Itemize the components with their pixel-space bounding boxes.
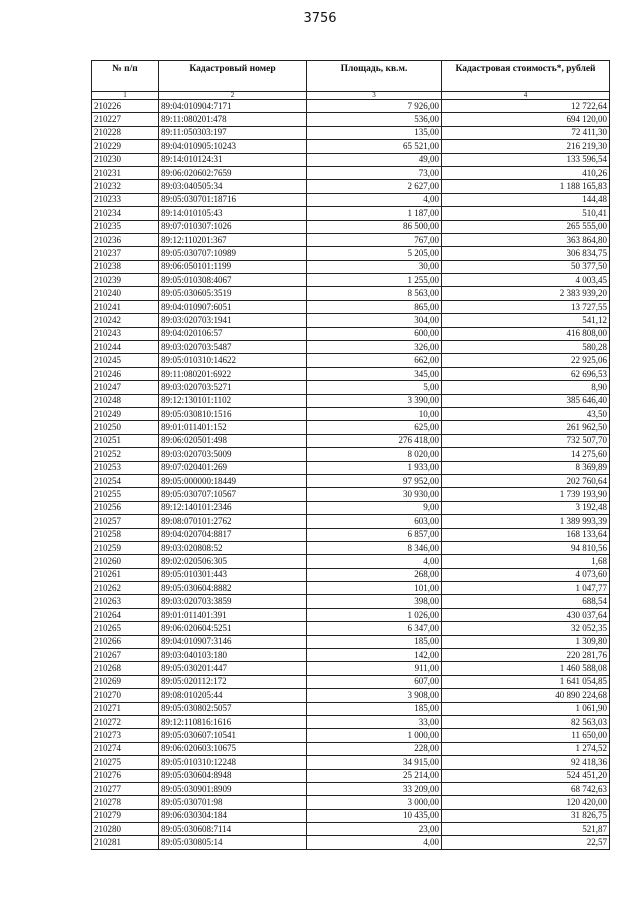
table-row (92, 836, 610, 849)
cadastral-number: 89:05:020112:172 (159, 675, 307, 688)
table-row (92, 689, 610, 702)
table-row (92, 300, 610, 313)
cost-value: 22 925,06 (442, 354, 610, 367)
header-cadastral-number: Кадастровый номер (159, 61, 307, 92)
table-row (92, 622, 610, 635)
row-number: 210254 (92, 474, 159, 487)
table-row (92, 327, 610, 340)
cost-value: 1 389 993,39 (442, 515, 610, 528)
cadastral-number: 89:12:130101:1102 (159, 394, 307, 407)
area-value: 10 435,00 (307, 809, 442, 822)
table-body (92, 100, 610, 850)
table-row (92, 555, 610, 568)
row-number: 210238 (92, 260, 159, 273)
row-number: 210268 (92, 662, 159, 675)
header-area: Площадь, кв.м. (307, 61, 442, 92)
table-row (92, 809, 610, 822)
row-number: 210258 (92, 528, 159, 541)
cadastral-number: 89:05:030604:8948 (159, 769, 307, 782)
area-value: 4,00 (307, 555, 442, 568)
table-row (92, 247, 610, 260)
table-row (92, 635, 610, 648)
cadastral-value-table (91, 60, 610, 850)
cadastral-number: 89:04:010904:7171 (159, 100, 307, 113)
row-number: 210251 (92, 434, 159, 447)
table-row (92, 207, 610, 220)
row-number: 210260 (92, 555, 159, 568)
area-value: 65 521,00 (307, 140, 442, 153)
row-number: 210271 (92, 702, 159, 715)
cost-value: 14 275,60 (442, 448, 610, 461)
cost-value: 1 739 193,90 (442, 488, 610, 501)
cadastral-number: 89:01:011401:391 (159, 608, 307, 621)
area-value: 536,00 (307, 113, 442, 126)
column-number: 1 (92, 92, 159, 100)
table-row (92, 354, 610, 367)
cadastral-number: 89:05:030802:5057 (159, 702, 307, 715)
row-number: 210281 (92, 836, 159, 849)
cadastral-number: 89:04:020704:8817 (159, 528, 307, 541)
table-row (92, 461, 610, 474)
row-number: 210269 (92, 675, 159, 688)
table-row (92, 126, 610, 139)
area-value: 1 255,00 (307, 274, 442, 287)
area-value: 33 209,00 (307, 782, 442, 795)
cadastral-number: 89:05:030604:8882 (159, 582, 307, 595)
row-number: 210249 (92, 407, 159, 420)
cost-value: 1 047,77 (442, 582, 610, 595)
cost-value: 220 281,76 (442, 649, 610, 662)
table-row (92, 796, 610, 809)
table-row (92, 180, 610, 193)
row-number: 210256 (92, 501, 159, 514)
row-number: 210244 (92, 341, 159, 354)
cadastral-number: 89:05:030608:7114 (159, 823, 307, 836)
table-row (92, 501, 610, 514)
area-value: 135,00 (307, 126, 442, 139)
area-value: 304,00 (307, 314, 442, 327)
cost-value: 1,68 (442, 555, 610, 568)
cost-value: 1 274,52 (442, 742, 610, 755)
table-row (92, 528, 610, 541)
cadastral-number: 89:05:010308:4067 (159, 274, 307, 287)
row-number: 210272 (92, 715, 159, 728)
cost-value: 22,57 (442, 836, 610, 849)
cost-value: 363 864,80 (442, 233, 610, 246)
table-row (92, 260, 610, 273)
area-value: 767,00 (307, 233, 442, 246)
cadastral-number: 89:14:010124:31 (159, 153, 307, 166)
cost-value: 524 451,20 (442, 769, 610, 782)
row-number: 210252 (92, 448, 159, 461)
row-number: 210232 (92, 180, 159, 193)
cost-value: 120 420,00 (442, 796, 610, 809)
table-row (92, 341, 610, 354)
area-value: 625,00 (307, 421, 442, 434)
cost-value: 92 418,36 (442, 756, 610, 769)
table-row (92, 541, 610, 554)
table-row (92, 421, 610, 434)
area-value: 5 205,00 (307, 247, 442, 260)
area-value: 607,00 (307, 675, 442, 688)
cost-value: 82 563,03 (442, 715, 610, 728)
area-value: 10,00 (307, 407, 442, 420)
cadastral-number: 89:03:020703:5487 (159, 341, 307, 354)
area-value: 97 952,00 (307, 474, 442, 487)
cadastral-number: 89:05:010310:14622 (159, 354, 307, 367)
area-value: 34 915,00 (307, 756, 442, 769)
area-value: 49,00 (307, 153, 442, 166)
cadastral-number: 89:05:030805:14 (159, 836, 307, 849)
table-row (92, 649, 610, 662)
cost-value: 265 555,00 (442, 220, 610, 233)
row-number: 210274 (92, 742, 159, 755)
cost-value: 694 120,00 (442, 113, 610, 126)
row-number: 210237 (92, 247, 159, 260)
area-value: 3 000,00 (307, 796, 442, 809)
table-row (92, 675, 610, 688)
cadastral-number: 89:06:020603:10675 (159, 742, 307, 755)
row-number: 210236 (92, 233, 159, 246)
cost-value: 43,50 (442, 407, 610, 420)
page-number: 3756 (303, 11, 337, 26)
area-value: 228,00 (307, 742, 442, 755)
row-number: 210242 (92, 314, 159, 327)
cadastral-number: 89:06:030304:184 (159, 809, 307, 822)
cost-value: 410,26 (442, 166, 610, 179)
area-value: 276 418,00 (307, 434, 442, 447)
cost-value: 385 646,40 (442, 394, 610, 407)
table-row (92, 448, 610, 461)
row-number: 210243 (92, 327, 159, 340)
cost-value: 1 061,90 (442, 702, 610, 715)
row-number: 210241 (92, 300, 159, 313)
cadastral-number: 89:05:030607:10541 (159, 729, 307, 742)
cadastral-number: 89:07:010307:1026 (159, 220, 307, 233)
area-value: 1 026,00 (307, 608, 442, 621)
row-number: 210239 (92, 274, 159, 287)
cadastral-number: 89:05:010301:443 (159, 568, 307, 581)
cost-value: 2 383 939,20 (442, 287, 610, 300)
row-number: 210261 (92, 568, 159, 581)
cost-value: 216 219,30 (442, 140, 610, 153)
table-row (92, 140, 610, 153)
cost-value: 32 052,35 (442, 622, 610, 635)
table-row (92, 488, 610, 501)
cost-value: 541,12 (442, 314, 610, 327)
area-value: 5,00 (307, 381, 442, 394)
row-number: 210276 (92, 769, 159, 782)
cost-value: 40 890 224,68 (442, 689, 610, 702)
row-number: 210263 (92, 595, 159, 608)
row-number: 210277 (92, 782, 159, 795)
cadastral-number: 89:05:030201:447 (159, 662, 307, 675)
row-number: 210255 (92, 488, 159, 501)
row-number: 210231 (92, 166, 159, 179)
cost-value: 144,48 (442, 193, 610, 206)
cadastral-number: 89:12:140101:2346 (159, 501, 307, 514)
area-value: 142,00 (307, 649, 442, 662)
area-value: 326,00 (307, 341, 442, 354)
row-number: 210227 (92, 113, 159, 126)
row-number: 210240 (92, 287, 159, 300)
cadastral-number: 89:05:030707:10567 (159, 488, 307, 501)
row-number: 210230 (92, 153, 159, 166)
cadastral-number: 89:12:110816:1616 (159, 715, 307, 728)
row-number: 210264 (92, 608, 159, 621)
cost-value: 8 369,89 (442, 461, 610, 474)
table-row (92, 568, 610, 581)
cadastral-number: 89:14:010105:43 (159, 207, 307, 220)
area-value: 911,00 (307, 662, 442, 675)
cadastral-number: 89:01:011401:152 (159, 421, 307, 434)
cadastral-number: 89:05:030701:18716 (159, 193, 307, 206)
table-row (92, 153, 610, 166)
cadastral-number: 89:08:070101:2762 (159, 515, 307, 528)
cadastral-number: 89:02:020506:305 (159, 555, 307, 568)
table-row (92, 434, 610, 447)
cadastral-number: 89:03:020703:5271 (159, 381, 307, 394)
cadastral-number: 89:04:010907:6051 (159, 300, 307, 313)
row-number: 210226 (92, 100, 159, 113)
table-row (92, 100, 610, 113)
area-value: 8 563,00 (307, 287, 442, 300)
header-row (92, 61, 610, 92)
cost-value: 62 696,53 (442, 367, 610, 380)
row-number: 210228 (92, 126, 159, 139)
cost-value: 1 460 588,08 (442, 662, 610, 675)
row-number: 210247 (92, 381, 159, 394)
cost-value: 94 810,56 (442, 541, 610, 554)
cadastral-number: 89:04:010907:3146 (159, 635, 307, 648)
header-cadastral-cost: Кадастровая стоимость*, рублей (442, 61, 610, 92)
cadastral-number: 89:11:080201:6922 (159, 367, 307, 380)
row-number: 210275 (92, 756, 159, 769)
cost-value: 430 037,64 (442, 608, 610, 621)
cadastral-number: 89:11:050303:197 (159, 126, 307, 139)
table-row (92, 715, 610, 728)
row-number: 210257 (92, 515, 159, 528)
cadastral-number: 89:06:020604:5251 (159, 622, 307, 635)
area-value: 662,00 (307, 354, 442, 367)
table-row (92, 381, 610, 394)
row-number: 210233 (92, 193, 159, 206)
area-value: 73,00 (307, 166, 442, 179)
header-number: № п/п (92, 61, 159, 92)
area-value: 7 926,00 (307, 100, 442, 113)
row-number: 210262 (92, 582, 159, 595)
table-row (92, 113, 610, 126)
cost-value: 68 742,63 (442, 782, 610, 795)
cost-value: 202 760,64 (442, 474, 610, 487)
area-value: 2 627,00 (307, 180, 442, 193)
cadastral-number: 89:03:040103:180 (159, 649, 307, 662)
area-value: 603,00 (307, 515, 442, 528)
row-number: 210273 (92, 729, 159, 742)
table-row (92, 823, 610, 836)
row-number: 210270 (92, 689, 159, 702)
area-value: 600,00 (307, 327, 442, 340)
cadastral-number: 89:05:010310:12248 (159, 756, 307, 769)
cadastral-number: 89:06:020602:7659 (159, 166, 307, 179)
area-value: 1 000,00 (307, 729, 442, 742)
row-number: 210259 (92, 541, 159, 554)
row-number: 210246 (92, 367, 159, 380)
cost-value: 50 377,50 (442, 260, 610, 273)
cost-value: 306 834,75 (442, 247, 610, 260)
cost-value: 416 808,00 (442, 327, 610, 340)
cost-value: 510,41 (442, 207, 610, 220)
cadastral-number: 89:05:030810:1516 (159, 407, 307, 420)
column-number: 2 (159, 92, 307, 100)
table-row (92, 233, 610, 246)
row-number: 210265 (92, 622, 159, 635)
cost-value: 133 596,54 (442, 153, 610, 166)
area-value: 8 020,00 (307, 448, 442, 461)
table-row (92, 769, 610, 782)
cadastral-number: 89:05:000000:18449 (159, 474, 307, 487)
cadastral-number: 89:12:110201:367 (159, 233, 307, 246)
area-value: 23,00 (307, 823, 442, 836)
column-number-row (92, 92, 610, 100)
cost-value: 3 192,48 (442, 501, 610, 514)
table-row (92, 394, 610, 407)
cadastral-number: 89:07:020401:269 (159, 461, 307, 474)
area-value: 25 214,00 (307, 769, 442, 782)
table-row (92, 729, 610, 742)
cost-value: 580,28 (442, 341, 610, 354)
area-value: 4,00 (307, 836, 442, 849)
cost-value: 168 133,64 (442, 528, 610, 541)
cost-value: 8,90 (442, 381, 610, 394)
cost-value: 521,87 (442, 823, 610, 836)
table-row (92, 367, 610, 380)
area-value: 4,00 (307, 193, 442, 206)
cost-value: 261 962,50 (442, 421, 610, 434)
row-number: 210279 (92, 809, 159, 822)
cadastral-number: 89:06:050101:1199 (159, 260, 307, 273)
row-number: 210253 (92, 461, 159, 474)
cadastral-number: 89:08:010205:44 (159, 689, 307, 702)
cost-value: 13 727,55 (442, 300, 610, 313)
table-row (92, 287, 610, 300)
cost-value: 11 650,00 (442, 729, 610, 742)
cost-value: 732 507,70 (442, 434, 610, 447)
table-row (92, 782, 610, 795)
cadastral-number: 89:03:040505:34 (159, 180, 307, 193)
table-row (92, 742, 610, 755)
cost-value: 4 003,45 (442, 274, 610, 287)
cadastral-number: 89:05:030901:8909 (159, 782, 307, 795)
table-row (92, 702, 610, 715)
cost-value: 72 411,30 (442, 126, 610, 139)
area-value: 1 187,00 (307, 207, 442, 220)
area-value: 3 390,00 (307, 394, 442, 407)
row-number: 210250 (92, 421, 159, 434)
cost-value: 1 188 165,83 (442, 180, 610, 193)
table-row (92, 595, 610, 608)
area-value: 8 346,00 (307, 541, 442, 554)
cadastral-number: 89:03:020703:5009 (159, 448, 307, 461)
row-number: 210235 (92, 220, 159, 233)
area-value: 101,00 (307, 582, 442, 595)
row-number: 210278 (92, 796, 159, 809)
cadastral-number: 89:03:020703:3859 (159, 595, 307, 608)
row-number: 210266 (92, 635, 159, 648)
area-value: 6 347,00 (307, 622, 442, 635)
cadastral-number: 89:05:030707:10989 (159, 247, 307, 260)
row-number: 210267 (92, 649, 159, 662)
cost-value: 4 073,60 (442, 568, 610, 581)
area-value: 268,00 (307, 568, 442, 581)
table-row (92, 662, 610, 675)
table-row (92, 274, 610, 287)
area-value: 86 500,00 (307, 220, 442, 233)
area-value: 865,00 (307, 300, 442, 313)
cost-value: 688,54 (442, 595, 610, 608)
column-number: 4 (442, 92, 610, 100)
table-row (92, 166, 610, 179)
cadastral-number: 89:05:030701:98 (159, 796, 307, 809)
table-row (92, 582, 610, 595)
table-row (92, 220, 610, 233)
cadastral-number: 89:03:020808:52 (159, 541, 307, 554)
area-value: 9,00 (307, 501, 442, 514)
table-row (92, 407, 610, 420)
table-row (92, 314, 610, 327)
table-row (92, 756, 610, 769)
cadastral-number: 89:11:080201:478 (159, 113, 307, 126)
area-value: 185,00 (307, 702, 442, 715)
cadastral-number: 89:06:020501:498 (159, 434, 307, 447)
cost-value: 12 722,64 (442, 100, 610, 113)
area-value: 185,00 (307, 635, 442, 648)
cost-value: 31 826,75 (442, 809, 610, 822)
cadastral-number: 89:04:020106:57 (159, 327, 307, 340)
area-value: 3 908,00 (307, 689, 442, 702)
table-row (92, 474, 610, 487)
row-number: 210245 (92, 354, 159, 367)
table-row (92, 193, 610, 206)
row-number: 210280 (92, 823, 159, 836)
table-row (92, 608, 610, 621)
area-value: 30,00 (307, 260, 442, 273)
cadastral-number: 89:04:010905:10243 (159, 140, 307, 153)
cadastral-number: 89:03:020703:1941 (159, 314, 307, 327)
area-value: 30 930,00 (307, 488, 442, 501)
column-number: 3 (307, 92, 442, 100)
cost-value: 1 641 054,85 (442, 675, 610, 688)
cost-value: 1 309,80 (442, 635, 610, 648)
table-row (92, 515, 610, 528)
area-value: 6 857,00 (307, 528, 442, 541)
area-value: 345,00 (307, 367, 442, 380)
area-value: 33,00 (307, 715, 442, 728)
area-value: 1 933,00 (307, 461, 442, 474)
cadastral-number: 89:05:030605:3519 (159, 287, 307, 300)
row-number: 210229 (92, 140, 159, 153)
row-number: 210234 (92, 207, 159, 220)
area-value: 398,00 (307, 595, 442, 608)
row-number: 210248 (92, 394, 159, 407)
